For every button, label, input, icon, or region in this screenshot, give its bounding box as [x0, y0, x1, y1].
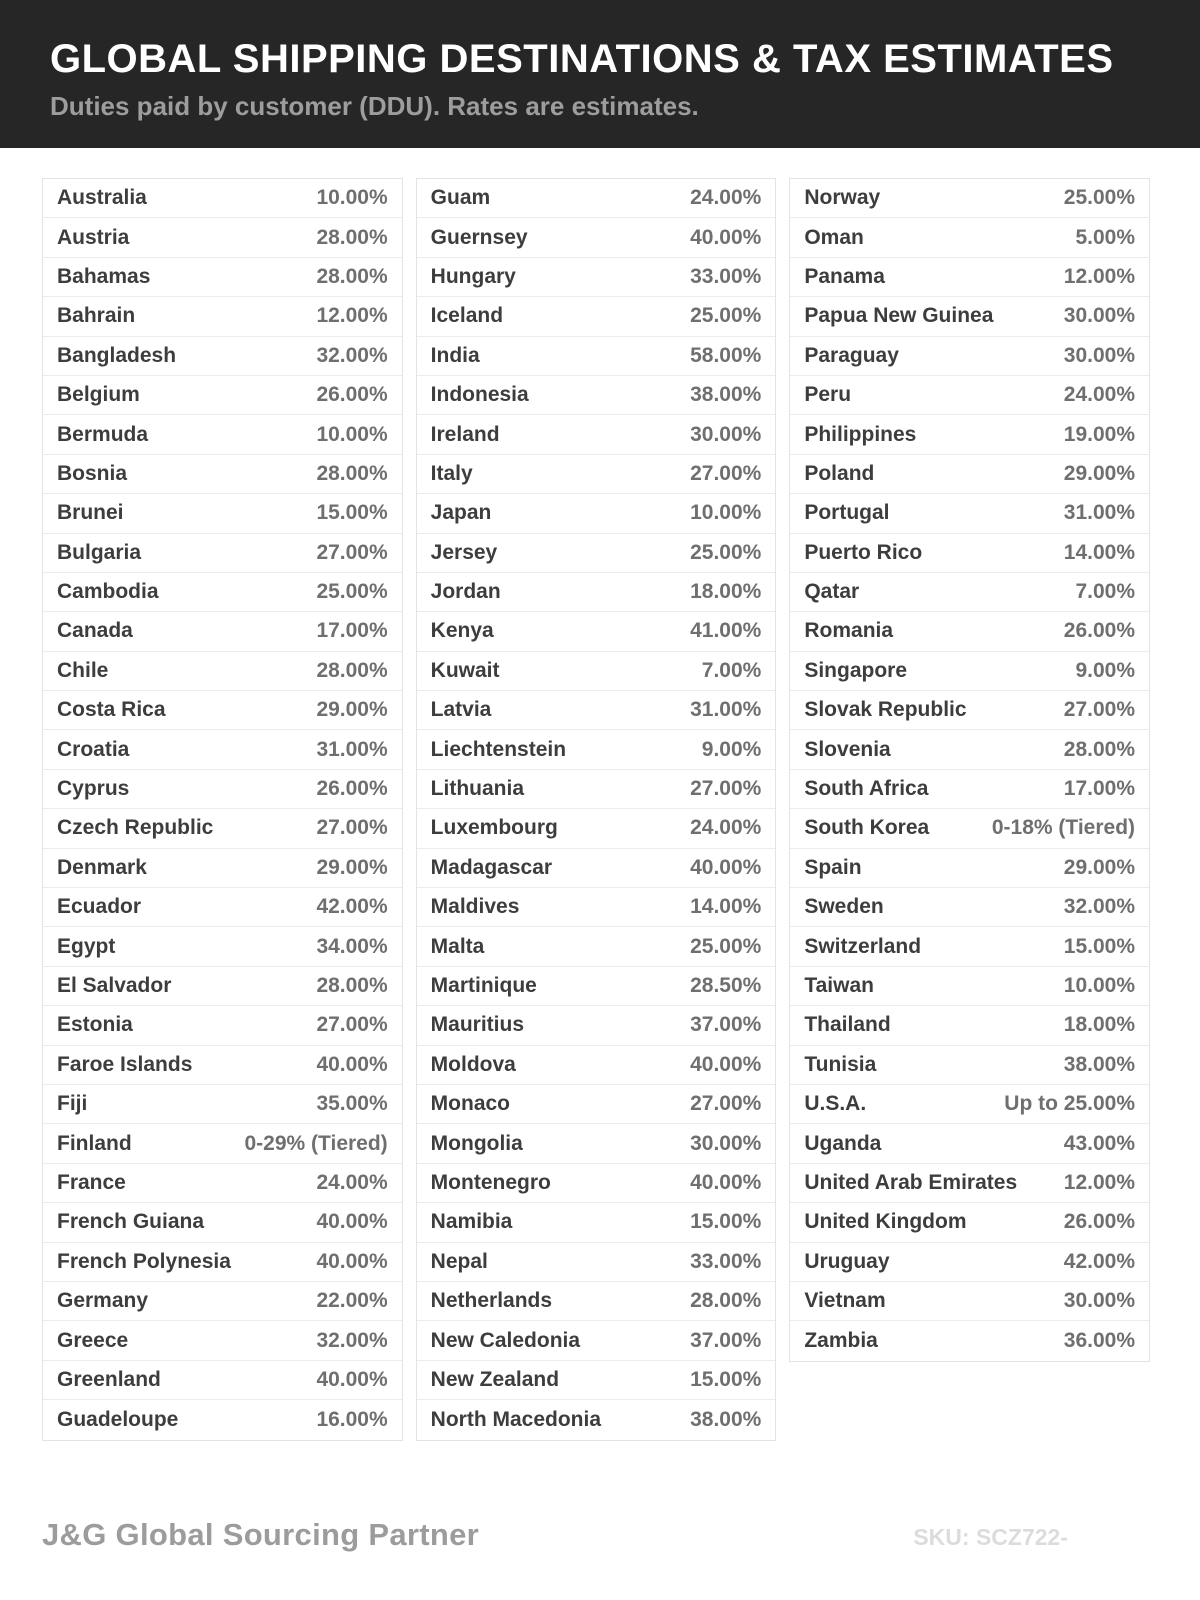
country-name: Slovak Republic: [804, 698, 967, 722]
rate-row: [417, 1361, 776, 1400]
country-name: Guernsey: [430, 225, 528, 249]
header: [0, 0, 1200, 148]
tax-rate: 42.00%: [1063, 1249, 1136, 1273]
tax-rate: 14.00%: [690, 895, 762, 919]
country-name: South Africa: [804, 777, 929, 801]
tax-rate: 24.00%: [690, 816, 762, 840]
country-name: Singapore: [804, 658, 908, 682]
country-name: Moldova: [430, 1052, 516, 1076]
rate-row: [790, 415, 1149, 454]
rate-row: [43, 809, 402, 848]
tax-rate: 43.00%: [1063, 1131, 1136, 1155]
tax-rate: 24.00%: [316, 1170, 388, 1194]
country-name: Luxembourg: [430, 816, 558, 840]
rate-row: [790, 770, 1149, 809]
tax-rate: 35.00%: [316, 1092, 388, 1116]
rate-row: [43, 534, 402, 573]
rate-row: [790, 730, 1149, 769]
country-name: Latvia: [430, 698, 492, 722]
tax-rate: 26.00%: [1063, 1210, 1136, 1234]
country-name: Belgium: [57, 383, 140, 407]
country-name: Romania: [804, 619, 894, 643]
rates-column-1: [42, 178, 403, 1441]
tax-rate: 24.00%: [1063, 383, 1136, 407]
rate-row: [417, 1203, 776, 1242]
tax-rate: 15.00%: [316, 501, 388, 525]
tax-rate: 32.00%: [1063, 895, 1136, 919]
rate-row: [417, 218, 776, 257]
country-name: Bermuda: [57, 422, 149, 446]
country-name: Tunisia: [804, 1052, 877, 1076]
tax-rate: Up to 25.00%: [1004, 1092, 1136, 1116]
country-name: Austria: [57, 225, 130, 249]
rate-row: [790, 1006, 1149, 1045]
country-name: South Korea: [804, 816, 930, 840]
tax-rate: 29.00%: [1063, 461, 1136, 485]
rates-column-2: [416, 178, 777, 1441]
country-name: Vietnam: [804, 1289, 886, 1313]
rate-row: [790, 573, 1149, 612]
tax-rate: 26.00%: [1063, 619, 1136, 643]
rate-row: [417, 849, 776, 888]
rate-row: [417, 612, 776, 651]
page-subtitle: Duties paid by customer (DDU). Rates are estimates.: [50, 90, 699, 121]
tax-rate: 58.00%: [690, 343, 762, 367]
tax-rate: 25.00%: [1063, 186, 1136, 210]
rate-row: [417, 455, 776, 494]
rate-row: [43, 1046, 402, 1085]
tax-rate: 15.00%: [690, 1367, 762, 1391]
country-name: Guam: [430, 186, 491, 210]
country-name: Ecuador: [57, 895, 142, 919]
rate-row: [417, 1321, 776, 1360]
country-name: Bahrain: [57, 304, 136, 328]
tax-rate: 40.00%: [690, 1170, 762, 1194]
rate-row: [417, 730, 776, 769]
tax-rate: 0-29% (Tiered): [244, 1131, 388, 1155]
rate-row: [43, 1282, 402, 1321]
country-name: El Salvador: [57, 974, 172, 997]
tax-rate: 5.00%: [1075, 225, 1136, 249]
country-name: Japan: [430, 501, 492, 525]
rate-row: [43, 1361, 402, 1400]
rate-row: [43, 1164, 402, 1203]
rate-row: [43, 179, 402, 218]
rate-row: [790, 1282, 1149, 1321]
tax-rate: 28.00%: [316, 461, 388, 485]
rate-row: [417, 809, 776, 848]
tax-rate: 25.00%: [690, 540, 762, 564]
country-name: Fiji: [57, 1092, 88, 1116]
rate-row: [43, 888, 402, 927]
country-name: Madagascar: [430, 855, 553, 879]
brand-name: J&G Global Sourcing Partner: [42, 1516, 480, 1552]
rate-row: [417, 927, 776, 966]
rate-row: [43, 258, 402, 297]
rate-row: [417, 179, 776, 218]
rate-row: [43, 612, 402, 651]
rate-row: [790, 376, 1149, 415]
country-name: Faroe Islands: [57, 1052, 193, 1076]
tax-rate: 37.00%: [690, 1013, 762, 1037]
tax-rate: 27.00%: [690, 461, 762, 485]
rate-row: [790, 455, 1149, 494]
tax-rate: 40.00%: [316, 1249, 388, 1273]
rate-row: [790, 1203, 1149, 1242]
country-name: Maldives: [430, 895, 520, 919]
country-name: Cyprus: [57, 777, 130, 801]
rate-row: [790, 1085, 1149, 1124]
tax-rate: 12.00%: [1063, 264, 1136, 288]
rate-row: [417, 376, 776, 415]
rate-row: [43, 218, 402, 257]
tax-rate: 24.00%: [690, 186, 762, 210]
country-name: New Caledonia: [430, 1328, 581, 1352]
sku-label: SKU: SCZ722-: [913, 1523, 1068, 1550]
tax-rate: 40.00%: [316, 1210, 388, 1234]
rate-row: [417, 415, 776, 454]
rate-row: [790, 337, 1149, 376]
country-name: Spain: [804, 855, 862, 879]
tax-rate: 26.00%: [316, 777, 388, 801]
country-name: Brunei: [57, 501, 124, 525]
country-name: Paraguay: [804, 343, 899, 367]
rate-row: [43, 337, 402, 376]
country-name: Canada: [57, 619, 133, 643]
country-name: Montenegro: [430, 1170, 551, 1194]
rates-column-3: [789, 178, 1150, 1362]
rate-row: [790, 1124, 1149, 1163]
country-name: French Guiana: [57, 1210, 205, 1234]
tax-rate: 27.00%: [690, 777, 762, 801]
tax-rate: 33.00%: [690, 1249, 762, 1273]
tax-rate: 38.00%: [690, 383, 762, 407]
country-name: Namibia: [430, 1210, 513, 1234]
rate-row: [43, 927, 402, 966]
tax-rate: 28.00%: [690, 1289, 762, 1313]
tax-rate: 10.00%: [690, 501, 762, 525]
rate-row: [417, 337, 776, 376]
rate-row: [790, 258, 1149, 297]
tax-rate: 30.00%: [690, 422, 762, 446]
tax-rate: 9.00%: [1075, 658, 1136, 682]
country-name: Cambodia: [57, 580, 159, 604]
country-name: Malta: [430, 934, 485, 958]
country-name: Mongolia: [430, 1131, 523, 1155]
rate-row: [790, 612, 1149, 651]
rate-row: [417, 1046, 776, 1085]
country-name: Poland: [804, 461, 875, 485]
tax-rate: 26.00%: [316, 383, 388, 407]
rate-row: [790, 218, 1149, 257]
tax-rate: 27.00%: [316, 1013, 388, 1037]
country-name: Liechtenstein: [430, 737, 567, 761]
tax-rate: 38.00%: [690, 1407, 762, 1431]
tax-rate: 28.00%: [1063, 737, 1136, 761]
rate-row: [43, 494, 402, 533]
country-name: Bulgaria: [57, 540, 142, 564]
country-name: Chile: [57, 658, 109, 682]
country-name: Greece: [57, 1328, 129, 1352]
country-name: Zambia: [804, 1329, 878, 1353]
rate-row: [417, 573, 776, 612]
rate-row: [417, 1124, 776, 1163]
tax-rate: 14.00%: [1063, 540, 1136, 564]
country-name: Panama: [804, 264, 885, 288]
tax-rate: 25.00%: [690, 304, 762, 328]
tax-rate: 28.00%: [316, 264, 388, 288]
country-name: Uruguay: [804, 1249, 890, 1273]
country-name: Germany: [57, 1289, 149, 1313]
tax-rate: 18.00%: [690, 580, 762, 604]
rate-row: [790, 297, 1149, 336]
rate-row: [43, 1124, 402, 1163]
country-name: France: [57, 1170, 126, 1194]
country-name: Mauritius: [430, 1013, 525, 1037]
rate-row: [43, 1006, 402, 1045]
country-name: Lithuania: [430, 777, 525, 801]
country-name: Taiwan: [804, 974, 874, 997]
country-name: Greenland: [57, 1367, 161, 1391]
rate-row: [43, 415, 402, 454]
rate-row: [790, 1164, 1149, 1203]
rate-row: [417, 1085, 776, 1124]
country-name: United Arab Emirates: [804, 1170, 1018, 1194]
tax-rate: 17.00%: [1063, 777, 1136, 801]
tax-rate: 31.00%: [690, 698, 762, 722]
tax-rate: 32.00%: [316, 343, 388, 367]
country-name: Oman: [804, 225, 864, 249]
country-name: Jersey: [430, 540, 498, 564]
country-name: U.S.A.: [804, 1092, 867, 1116]
tax-rate: 32.00%: [316, 1328, 388, 1352]
tax-rate: 28.00%: [316, 974, 388, 997]
tax-rate: 9.00%: [701, 737, 762, 761]
country-name: Switzerland: [804, 934, 922, 958]
tax-rate: 40.00%: [690, 855, 762, 879]
tax-rate: 40.00%: [690, 1052, 762, 1076]
tax-rate: 25.00%: [690, 934, 762, 958]
tax-rate: 7.00%: [1075, 580, 1136, 604]
rate-row: [790, 888, 1149, 927]
rate-row: [417, 1400, 776, 1439]
rate-row: [43, 455, 402, 494]
country-name: New Zealand: [430, 1367, 560, 1391]
country-name: Kuwait: [430, 658, 500, 682]
tax-rate: 0-18% (Tiered): [991, 816, 1136, 840]
rate-row: [43, 376, 402, 415]
tax-rate: 41.00%: [690, 619, 762, 643]
rate-row: [417, 1243, 776, 1282]
tax-rate: 10.00%: [1063, 974, 1136, 997]
country-name: Indonesia: [430, 383, 529, 407]
tax-rate: 40.00%: [690, 225, 762, 249]
rate-row: [790, 1046, 1149, 1085]
tax-rate: 12.00%: [316, 304, 388, 328]
country-name: Monaco: [430, 1092, 511, 1116]
tax-rate: 31.00%: [1063, 501, 1136, 525]
tax-rate: 27.00%: [1063, 698, 1136, 722]
country-name: Hungary: [430, 264, 516, 288]
rate-row: [43, 652, 402, 691]
rate-row: [790, 809, 1149, 848]
country-name: Martinique: [430, 974, 537, 997]
rate-row: [43, 297, 402, 336]
country-name: French Polynesia: [57, 1249, 231, 1273]
tax-rate: 19.00%: [1063, 422, 1136, 446]
rate-row: [417, 534, 776, 573]
country-name: Italy: [430, 461, 473, 485]
rate-row: [43, 1243, 402, 1282]
country-name: Iceland: [430, 304, 504, 328]
page-title: GLOBAL SHIPPING DESTINATIONS & TAX ESTIMATES: [50, 36, 1114, 81]
country-name: Bangladesh: [57, 343, 177, 367]
rate-row: [417, 888, 776, 927]
country-name: Kenya: [430, 619, 494, 643]
tax-rate: 12.00%: [1063, 1170, 1136, 1194]
rate-row: [417, 967, 776, 1006]
country-name: Uganda: [804, 1131, 882, 1155]
tax-rate: 29.00%: [316, 855, 388, 879]
tax-rate: 28.00%: [316, 658, 388, 682]
tax-rate: 25.00%: [316, 580, 388, 604]
tax-rate: 28.50%: [690, 974, 762, 997]
rate-row: [417, 297, 776, 336]
country-name: Sweden: [804, 895, 884, 919]
rate-row: [790, 1321, 1149, 1360]
rate-row: [790, 494, 1149, 533]
rate-row: [417, 1282, 776, 1321]
tax-rate: 37.00%: [690, 1328, 762, 1352]
country-name: Netherlands: [430, 1289, 553, 1313]
tax-rate: 30.00%: [1063, 1289, 1136, 1313]
country-name: Guadeloupe: [57, 1407, 179, 1431]
rate-row: [43, 1400, 402, 1439]
tax-rate: 7.00%: [701, 658, 762, 682]
rate-row: [43, 691, 402, 730]
tax-rate: 31.00%: [316, 737, 388, 761]
rate-row: [43, 1321, 402, 1360]
tax-rate: 15.00%: [1063, 934, 1136, 958]
rate-row: [417, 770, 776, 809]
rate-row: [43, 573, 402, 612]
rate-row: [417, 494, 776, 533]
rate-row: [43, 1203, 402, 1242]
country-name: Bahamas: [57, 264, 151, 288]
tax-rate: 27.00%: [690, 1092, 762, 1116]
rate-row: [790, 179, 1149, 218]
country-name: Estonia: [57, 1013, 133, 1037]
country-name: Jordan: [430, 580, 501, 604]
rate-row: [790, 927, 1149, 966]
country-name: Costa Rica: [57, 698, 166, 722]
rate-row: [43, 1085, 402, 1124]
rate-row: [43, 770, 402, 809]
rate-row: [417, 1164, 776, 1203]
rate-row: [43, 849, 402, 888]
country-name: Egypt: [57, 934, 116, 958]
country-name: Bosnia: [57, 461, 128, 485]
country-name: Norway: [804, 186, 881, 210]
country-name: North Macedonia: [430, 1407, 602, 1431]
country-name: Thailand: [804, 1013, 891, 1037]
rate-row: [43, 967, 402, 1006]
country-name: India: [430, 343, 480, 367]
rate-row: [43, 730, 402, 769]
rate-row: [417, 1006, 776, 1045]
country-name: Peru: [804, 383, 852, 407]
country-name: Ireland: [430, 422, 500, 446]
country-name: Croatia: [57, 737, 130, 761]
tax-rate: 42.00%: [316, 895, 388, 919]
tax-rate: 18.00%: [1063, 1013, 1136, 1037]
rate-row: [417, 691, 776, 730]
country-name: Qatar: [804, 580, 860, 604]
tax-rate: 40.00%: [316, 1367, 388, 1391]
tax-rate: 10.00%: [316, 186, 388, 210]
tax-rate: 28.00%: [316, 225, 388, 249]
tax-rate: 40.00%: [316, 1052, 388, 1076]
tax-rate: 30.00%: [1063, 304, 1136, 328]
country-name: Australia: [57, 186, 147, 210]
country-name: Denmark: [57, 855, 147, 879]
tax-rate: 30.00%: [690, 1131, 762, 1155]
country-name: Papua New Guinea: [804, 304, 994, 328]
country-name: Puerto Rico: [804, 540, 923, 564]
footer: [0, 1517, 1200, 1553]
rate-row: [790, 849, 1149, 888]
rate-row: [417, 652, 776, 691]
country-name: United Kingdom: [804, 1210, 967, 1234]
rate-row: [790, 1243, 1149, 1282]
country-name: Slovenia: [804, 737, 891, 761]
tax-rate: 38.00%: [1063, 1052, 1136, 1076]
rate-row: [790, 652, 1149, 691]
country-name: Philippines: [804, 422, 917, 446]
tax-rate: 17.00%: [316, 619, 388, 643]
tax-rate: 34.00%: [316, 934, 388, 958]
tax-rate: 27.00%: [316, 816, 388, 840]
rate-row: [790, 967, 1149, 1006]
tax-rate: 29.00%: [1063, 855, 1136, 879]
tax-rate: 27.00%: [316, 540, 388, 564]
tax-rate: 15.00%: [690, 1210, 762, 1234]
tax-rate: 10.00%: [316, 422, 388, 446]
rate-row: [790, 534, 1149, 573]
tax-rate: 33.00%: [690, 264, 762, 288]
country-name: Finland: [57, 1131, 132, 1155]
tax-rate: 16.00%: [316, 1407, 388, 1431]
tax-rate: 36.00%: [1063, 1329, 1136, 1353]
tax-rate: 29.00%: [316, 698, 388, 722]
country-name: Nepal: [430, 1249, 488, 1273]
country-name: Czech Republic: [57, 816, 214, 840]
tax-rate: 30.00%: [1063, 343, 1136, 367]
rate-row: [417, 258, 776, 297]
rates-table: [0, 178, 1200, 1441]
country-name: Portugal: [804, 501, 890, 525]
tax-rate: 22.00%: [316, 1289, 388, 1313]
rate-row: [790, 691, 1149, 730]
